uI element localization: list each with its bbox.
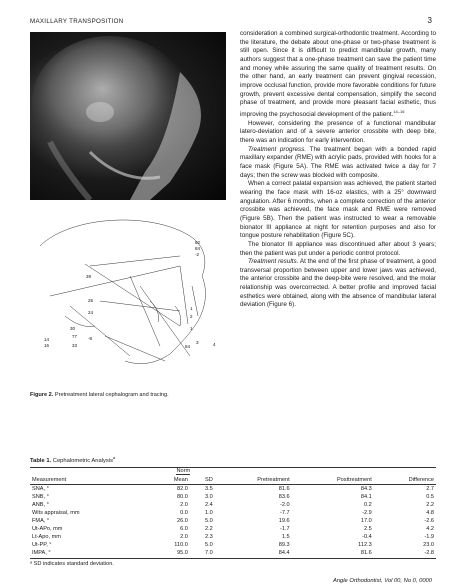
- figure-caption-text: Pretreatment lateral cephalogram and tracing.: [53, 392, 169, 398]
- table-cell: 0.5: [426, 493, 434, 500]
- tracing-label: 14: [44, 337, 50, 342]
- tracing-label: 1: [190, 326, 193, 331]
- table-cell: -1.7: [280, 526, 290, 533]
- cephalometric-tracing: [30, 206, 226, 374]
- column-header: SD: [190, 476, 215, 485]
- table-cell: 2.2: [426, 501, 434, 508]
- table-cell: 2.7: [426, 485, 434, 492]
- paragraph: [240, 258, 436, 310]
- table-row: [30, 517, 436, 525]
- table-cell: FMA, °: [32, 517, 50, 524]
- table-cell: 4.2: [426, 526, 434, 533]
- table-cell: IMPA, °: [30, 550, 152, 559]
- column-header: Posttreatment: [292, 476, 374, 485]
- table-cell: 89.3: [278, 542, 290, 549]
- tracing-label: 39: [86, 274, 92, 279]
- tracing-label: 82: [195, 240, 201, 245]
- table-row: [30, 501, 436, 509]
- table-row: [30, 542, 436, 550]
- tracing-label: 33: [72, 343, 78, 348]
- paragraph: When a correct palatal expansion was achieved, the patient started wearing the face mask with 16-oz elastics, with a 25° downward angulation. After 6 months, when a complete correction of the anterior crossbite was achieved, the face mask and RME were removed (Figure 5B). Then the patient was instructed to wear a removable bionator III appliance at night for retention purposes and also for tongue posture rehabilitation (Figure 5C).: [240, 180, 436, 240]
- column-header: Measurement: [30, 476, 152, 485]
- table-cell: 17.0: [360, 517, 372, 524]
- table-cell: 82.0: [176, 485, 188, 492]
- paragraph-text: consideration a combined surgical-orthodontic treatment. According to the literature, the debate about one-phase or two-phase treatment is still open. Since it is difficult to predict mandibular growth, many authors suggest that a one-phase treatment can save the patient time and money while assuring the same quality of treatment results. On the other hand, an early treatment can prevent gingival recession, improve occlusal function, provide more favorable conditions for future growth, prevent excessive dental compensation, simplify the second phase of treatment, and provide more pleasant facial esthetic, thus improving the psychosocial development of the patient.: [240, 30, 436, 118]
- table-cell: 2.3: [204, 534, 213, 541]
- table-title-text: Cephalometric Analysis: [51, 457, 114, 464]
- table-cell: -2.0: [280, 501, 290, 508]
- norm-group-header: Norm: [152, 467, 215, 476]
- table-cell: 2.2: [204, 526, 213, 533]
- tracing-label: 24: [88, 310, 94, 315]
- table-cell: 84.4: [215, 550, 292, 559]
- table-cell: 95.0: [152, 550, 190, 559]
- table-cell: -2.9: [362, 509, 372, 516]
- section-lead: Treatment results.: [248, 258, 299, 266]
- table-cell: 5.0: [204, 542, 213, 549]
- table-cell: -2.8: [374, 550, 436, 559]
- tracing-label: -8: [88, 336, 93, 341]
- table-cell: 112.3: [358, 542, 372, 549]
- running-head: MAXILLARY TRANSPOSITION: [30, 18, 124, 25]
- tracing-label: 3: [196, 340, 199, 345]
- paragraph-text: At the end of the first phase of treatment, a good transversal proportion between upper and lower jaws was achieved, the anterior crossbite and the deep-bite were resolved, and the molar relationship was overcorrected. A better profile and improved facial esthetics were obtained, along with the absence of mandibular lateral deviation (Figure 6).: [240, 258, 436, 309]
- table-row: [30, 493, 436, 501]
- table-cell: Lt-Apo, mm: [32, 534, 61, 541]
- paragraph: [240, 30, 436, 120]
- tracing-label: 84: [195, 246, 201, 251]
- table-cell: 5.0: [204, 517, 213, 524]
- tracing-label: 26: [88, 298, 94, 303]
- table-cell: 83.6: [278, 493, 290, 500]
- table-cell: -7.7: [280, 509, 290, 516]
- table-cell: 1.0: [204, 509, 213, 516]
- table-cell: 7.0: [190, 550, 215, 559]
- paragraph: [240, 146, 436, 181]
- table-cell: 0.0: [180, 509, 188, 516]
- table-cell: 84.3: [360, 485, 372, 492]
- table-cell: 2.0: [180, 534, 188, 541]
- column-header: Mean: [152, 476, 190, 485]
- table-cell: -2.6: [424, 517, 434, 524]
- table-cell: -0.4: [362, 534, 372, 541]
- tracing-label: 2: [190, 314, 193, 319]
- tracing-label: 30: [70, 326, 76, 331]
- table-cell: SNB, °: [32, 493, 49, 500]
- reference-mark: 14–16: [393, 108, 405, 114]
- page-number: 3: [427, 16, 432, 25]
- table-cell: 2.0: [180, 501, 188, 508]
- tracing-label: 84: [185, 344, 191, 349]
- section-lead: Treatment progress.: [248, 145, 307, 153]
- table-cell: 6.0: [180, 526, 188, 533]
- table-cell: 110.0: [174, 542, 188, 549]
- table-row: [30, 550, 436, 559]
- figure-caption-label: Figure 2.: [30, 392, 54, 398]
- table-cell: 80.0: [176, 493, 188, 500]
- table-cell: 19.6: [278, 517, 290, 524]
- column-header: Difference: [374, 476, 436, 485]
- table-cell: 81.6: [278, 485, 290, 492]
- tracing-label: 4: [213, 342, 216, 347]
- table-cell: Ut-PP, °: [32, 542, 52, 549]
- table-row: [30, 509, 436, 517]
- table-cell: Wits appraisal, mm: [32, 509, 80, 516]
- table-row: [30, 526, 436, 534]
- table-title-mark: a: [113, 455, 116, 460]
- tracing-label: 16: [44, 343, 50, 348]
- column-header: Pretreatment: [215, 476, 292, 485]
- cephalogram-image: [30, 32, 226, 200]
- body-text-column: [240, 30, 436, 310]
- cephalometric-table: [30, 455, 436, 567]
- data-table: [30, 467, 436, 559]
- table-cell: 1.5: [281, 534, 290, 541]
- tracing-label: -2: [195, 252, 200, 257]
- table-cell: 81.6: [292, 550, 374, 559]
- table-title: [30, 455, 436, 464]
- paragraph: However, considering the presence of a functional mandibular latero-deviation and of a severe anterior crossbite with deep bite, there was an indication for early intervention.: [240, 119, 436, 144]
- table-cell: -1.9: [424, 534, 434, 541]
- table-cell: 3.0: [204, 493, 213, 500]
- table-cell: 23.0: [423, 542, 434, 549]
- figure-caption: [30, 392, 226, 399]
- table-cell: 26.0: [176, 517, 188, 524]
- journal-footer: Angle Orthodontist, Vol 00, No 0, 0000: [332, 578, 432, 584]
- table-footnote: ᵃ SD indicates standard deviation.: [30, 560, 114, 567]
- table-cell: 84.1: [360, 493, 372, 500]
- table-cell: 4.8: [426, 509, 434, 516]
- table-cell: 2.5: [363, 526, 372, 533]
- paragraph-text: The treatment began with a bonded rapid maxillary expander (RME) with acrylic pads, provided with hooks for a face mask (Figure 5A). The RME was activated twice a day for 7 days; then the screw was blocked with composite.: [240, 145, 436, 179]
- table-cell: 2.4: [204, 501, 213, 508]
- table-title-label: Table 1.: [30, 457, 52, 464]
- table-cell: ANB, °: [32, 501, 49, 508]
- table-cell: 3.5: [204, 485, 213, 492]
- tracing-label: 1: [190, 306, 193, 311]
- table-row: [30, 534, 436, 542]
- paragraph: The bionator III appliance was discontinued after about 3 years; then the patient was put under a periodic control protocol.: [240, 240, 436, 257]
- table-cell: SNA, °: [32, 485, 49, 492]
- table-row: [30, 485, 436, 494]
- table-cell: Ut-APo, mm: [32, 526, 63, 533]
- tracing-label: 77: [72, 334, 78, 339]
- table-cell: 0.2: [363, 501, 372, 508]
